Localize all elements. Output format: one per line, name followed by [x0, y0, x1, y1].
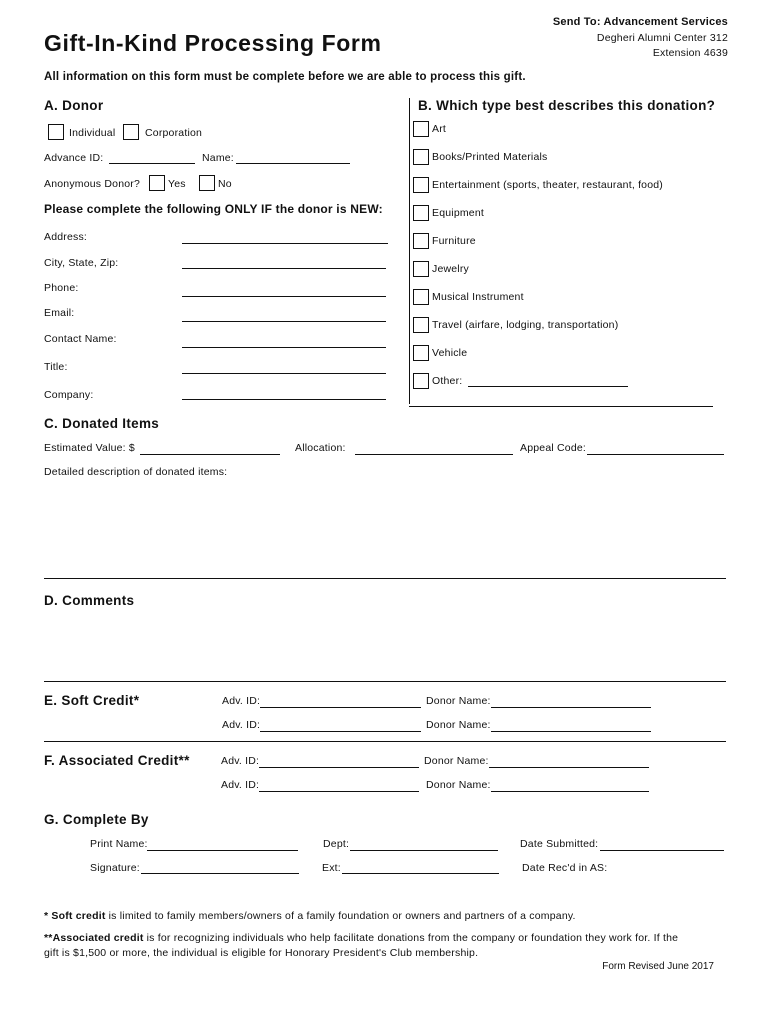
type-equipment-checkbox[interactable] — [413, 205, 429, 221]
advance-id-field[interactable] — [109, 163, 195, 164]
signature-label: Signature: — [90, 862, 140, 874]
print-name-label: Print Name: — [90, 838, 148, 850]
soft-credit-footnote — [44, 910, 576, 922]
phone-field[interactable] — [182, 296, 386, 297]
associated-credit-footnote — [44, 932, 678, 944]
allocation-field[interactable] — [355, 454, 513, 455]
anonymous-label: Anonymous Donor? — [44, 178, 141, 190]
soft-donor-name-field-1[interactable] — [491, 707, 651, 708]
appeal-code-field[interactable] — [587, 454, 724, 455]
date-submitted-label: Date Submitted: — [520, 838, 599, 850]
name-label: Name: — [202, 152, 234, 164]
company-label: Company: — [44, 389, 94, 401]
signature-field[interactable] — [141, 873, 299, 874]
dept-field[interactable] — [350, 850, 498, 851]
send-to-address: Degheri Alumni Center 312 — [596, 32, 728, 44]
ext-label: Ext: — [322, 862, 341, 874]
assoc-adv-id-label-2: Adv. ID: — [221, 779, 260, 791]
estimated-value-field[interactable] — [140, 454, 280, 455]
section-g-heading: G. Complete By — [44, 812, 149, 827]
type-equipment-label: Equipment — [432, 207, 484, 219]
city-state-zip-label: City, State, Zip: — [44, 257, 119, 269]
title-field[interactable] — [182, 373, 386, 374]
email-field[interactable] — [182, 321, 386, 322]
anonymous-no-label: No — [218, 178, 232, 190]
type-travel-label: Travel (airfare, lodging, transportation) — [432, 319, 619, 331]
assoc-donor-name-field-1[interactable] — [489, 767, 649, 768]
phone-label: Phone: — [44, 282, 79, 294]
assoc-donor-name-label-2: Donor Name: — [426, 779, 491, 791]
description-label: Detailed description of donated items: — [44, 466, 228, 478]
print-name-field[interactable] — [147, 850, 298, 851]
city-state-zip-field[interactable] — [182, 268, 386, 269]
address-field[interactable] — [182, 243, 388, 244]
advance-id-label: Advance ID: — [44, 152, 104, 164]
address-label: Address: — [44, 231, 88, 243]
associated-credit-footnote-text: is for recognizing individuals who help facilitate donations from the company or foundation they work for. If the — [143, 932, 679, 944]
type-books-checkbox[interactable] — [413, 149, 429, 165]
type-other-checkbox[interactable] — [413, 373, 429, 389]
section-a-heading: A. Donor — [44, 98, 104, 113]
section-b-heading: B. Which type best describes this donation? — [418, 98, 716, 113]
associated-credit-footnote-prefix: ** — [44, 932, 53, 944]
assoc-adv-id-field-2[interactable] — [259, 791, 419, 792]
anonymous-yes-label: Yes — [168, 178, 186, 190]
contact-name-label: Contact Name: — [44, 333, 117, 345]
type-other-field[interactable] — [468, 386, 628, 387]
anonymous-yes-checkbox[interactable] — [149, 175, 165, 191]
soft-adv-id-field-1[interactable] — [260, 707, 421, 708]
type-musical-label: Musical Instrument — [432, 291, 524, 303]
description-area-rule[interactable] — [44, 578, 726, 579]
type-vehicle-checkbox[interactable] — [413, 345, 429, 361]
soft-adv-id-field-2[interactable] — [260, 731, 421, 732]
send-to: Send To: Advancement Services — [552, 16, 728, 28]
company-field[interactable] — [182, 399, 386, 400]
anonymous-no-checkbox[interactable] — [199, 175, 215, 191]
assoc-adv-id-field-1[interactable] — [259, 767, 419, 768]
type-other-label: Other: — [432, 375, 463, 387]
new-donor-note: Please complete the following ONLY IF the donor is NEW: — [44, 202, 383, 216]
associated-credit-footnote-term: Associated credit — [52, 932, 144, 944]
soft-donor-name-label-2: Donor Name: — [426, 719, 491, 731]
soft-donor-name-label-1: Donor Name: — [426, 695, 491, 707]
dept-label: Dept: — [323, 838, 350, 850]
date-recd-label: Date Rec'd in AS: — [522, 862, 608, 874]
form-notice: All information on this form must be complete before we are able to process this gift. — [44, 71, 526, 83]
soft-adv-id-label-1: Adv. ID: — [222, 695, 261, 707]
type-entertainment-checkbox[interactable] — [413, 177, 429, 193]
send-to-extension: Extension 4639 — [652, 47, 728, 59]
contact-name-field[interactable] — [182, 347, 386, 348]
soft-credit-footnote-text: is limited to family members/owners of a family foundation or owners and partners of a company. — [105, 910, 576, 922]
assoc-donor-name-label-1: Donor Name: — [424, 755, 489, 767]
soft-donor-name-field-2[interactable] — [491, 731, 651, 732]
form-revised-date: Form Revised June 2017 — [602, 961, 714, 972]
soft-adv-id-label-2: Adv. ID: — [222, 719, 261, 731]
type-furniture-label: Furniture — [432, 235, 476, 247]
associated-credit-footnote-line2: gift is $1,500 or more, the individual is eligible for Honorary President's Club membership. — [44, 947, 479, 959]
type-jewelry-checkbox[interactable] — [413, 261, 429, 277]
type-vehicle-label: Vehicle — [432, 347, 468, 359]
title-label: Title: — [44, 361, 68, 373]
type-entertainment-label: Entertainment (sports, theater, restaurant, food) — [432, 179, 663, 191]
type-furniture-checkbox[interactable] — [413, 233, 429, 249]
type-art-label: Art — [432, 123, 447, 135]
section-e-heading: E. Soft Credit* — [44, 693, 140, 708]
allocation-label: Allocation: — [295, 442, 346, 454]
individual-checkbox[interactable] — [48, 124, 64, 140]
comments-area-rule[interactable] — [44, 681, 726, 682]
type-jewelry-label: Jewelry — [432, 263, 469, 275]
soft-credit-footnote-prefix: * — [44, 910, 52, 922]
page-title: Gift-In-Kind Processing Form — [44, 30, 382, 56]
assoc-adv-id-label-1: Adv. ID: — [221, 755, 260, 767]
section-ab-bottom-rule — [409, 406, 713, 407]
individual-label: Individual — [69, 127, 116, 139]
type-travel-checkbox[interactable] — [413, 317, 429, 333]
type-books-label: Books/Printed Materials — [432, 151, 548, 163]
type-art-checkbox[interactable] — [413, 121, 429, 137]
corporation-label: Corporation — [145, 127, 203, 139]
section-f-heading: F. Associated Credit** — [44, 753, 190, 768]
date-submitted-field[interactable] — [600, 850, 724, 851]
assoc-donor-name-field-2[interactable] — [491, 791, 649, 792]
corporation-checkbox[interactable] — [123, 124, 139, 140]
estimated-value-label: Estimated Value: $ — [44, 442, 135, 454]
section-e-bottom-rule — [44, 741, 726, 742]
email-label: Email: — [44, 307, 75, 319]
appeal-code-label: Appeal Code: — [520, 442, 587, 454]
soft-credit-footnote-term: Soft credit — [51, 910, 106, 922]
name-field[interactable] — [236, 163, 350, 164]
ext-field[interactable] — [342, 873, 499, 874]
section-divider — [409, 98, 410, 404]
section-d-heading: D. Comments — [44, 593, 135, 608]
section-c-heading: C. Donated Items — [44, 416, 160, 431]
type-musical-checkbox[interactable] — [413, 289, 429, 305]
